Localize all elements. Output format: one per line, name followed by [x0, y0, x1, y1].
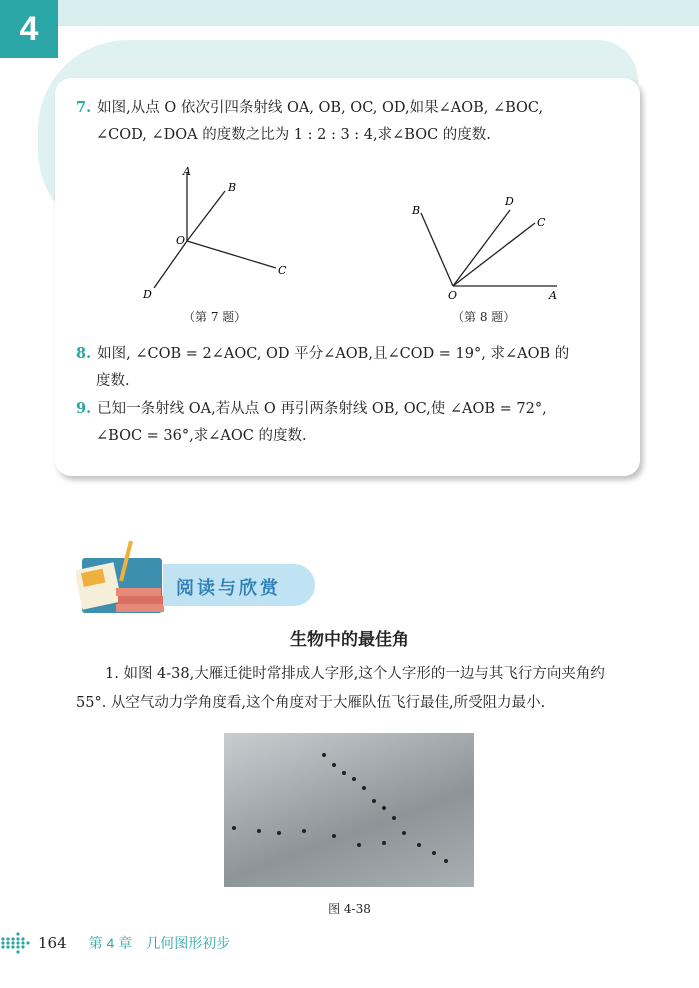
article-paragraph: 1. 如图 4-38,大雁迁徙时常排成人字形,这个人字形的一边与其飞行方向夹角约 55°. 从空气动力学角度看,这个角度对于大雁队伍飞行最佳,所受阻力最小. [76, 666, 605, 711]
figure-8-caption: （第 8 题） [452, 310, 516, 324]
problem-text: ∠COD, ∠DOA 的度数之比为 1 : 2 : 3 : 4,求∠BOC 的度数. [96, 127, 491, 143]
ray-ob [187, 191, 225, 241]
dots-arrow-icon [0, 931, 34, 955]
figure-7 [154, 172, 276, 288]
problem-text: 如图,从点 O 依次引四条射线 OA, OB, OC, OD,如果∠AOB, ∠BOC, [97, 100, 544, 116]
label-b: B [412, 204, 421, 217]
reading-label: 阅读与欣赏 [176, 578, 281, 598]
problem-text: ∠BOC = 36°,求∠AOC 的度数. [96, 428, 307, 444]
label-a: A [183, 165, 191, 178]
article-title: 生物中的最佳角 [290, 630, 409, 649]
label-o: O [176, 234, 186, 247]
page-number: 164 [38, 934, 67, 952]
chapter-number-badge: 4 [0, 0, 58, 58]
problem-number: 8. [76, 345, 92, 362]
ray-oc [187, 241, 276, 268]
geese-photo [224, 733, 474, 887]
page-footer [0, 928, 230, 958]
label-b: B [228, 181, 237, 194]
label-d: D [505, 195, 514, 208]
ray-ob [421, 213, 453, 286]
ray-od [154, 241, 187, 288]
ray-oc [453, 223, 535, 286]
photo-caption: 图 4-38 [328, 902, 371, 916]
geese-flock-image [224, 733, 474, 887]
problem-text: 如图, ∠COB = 2∠AOC, OD 平分∠AOB,且∠COD = 19°, 求∠AOB 的 [97, 346, 570, 362]
problem-number: 7. [76, 99, 92, 116]
problem-number: 9. [76, 400, 92, 417]
problem-8 [76, 340, 626, 395]
problem-text: 度数. [96, 373, 130, 389]
label-a: A [549, 289, 557, 302]
geometry-figures [0, 0, 699, 330]
label-c: C [537, 216, 546, 229]
label-d: D [143, 288, 152, 301]
figure-7-caption: （第 7 题） [183, 310, 247, 324]
problem-text: 已知一条射线 OA,若从点 O 再引两条射线 OB, OC,使 ∠AOB = 72°, [97, 401, 547, 417]
chapter-title: 第 4 章 几何图形初步 [88, 935, 231, 951]
label-c: C [278, 264, 287, 277]
book-icon [76, 536, 166, 616]
problem-9 [76, 395, 626, 450]
label-o: O [448, 289, 458, 302]
